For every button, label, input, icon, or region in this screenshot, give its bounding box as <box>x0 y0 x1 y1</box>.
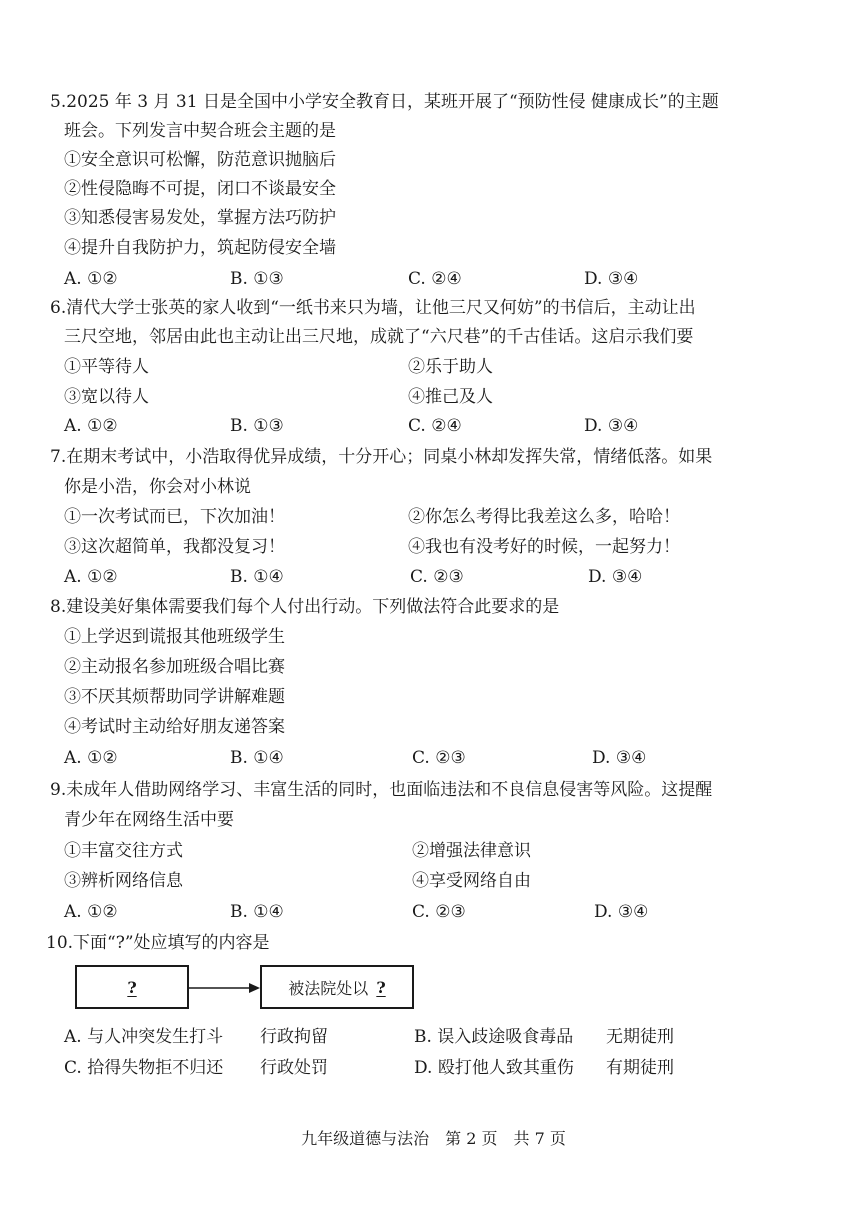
q5-option-d: D. ③④ <box>584 269 639 289</box>
q6-statement-3: ③宽以待人 <box>64 387 149 407</box>
q9-option-c: C. ②③ <box>412 902 466 922</box>
q5-statement-2: ②性侵隐晦不可提，闭口不谈最安全 <box>64 179 336 199</box>
arrow-icon <box>189 978 261 998</box>
q5-stem-line2: 班会。下列发言中契合班会主题的是 <box>64 121 336 141</box>
q10-box1-mark: ? <box>127 977 137 997</box>
q7-option-c: C. ②③ <box>410 567 464 587</box>
q9-stem-line1: 9.未成年人借助网络学习、丰富生活的同时，也面临违法和不良信息侵害等风险。这提醒 <box>50 780 713 800</box>
q9-statement-2: ②增强法律意识 <box>412 841 531 861</box>
q10-option-b-penalty: 无期徒刑 <box>606 1027 674 1047</box>
q7-stem-line2: 你是小浩，你会对小林说 <box>64 477 251 497</box>
q5-statement-4: ④提升自我防护力，筑起防侵安全墙 <box>64 238 336 258</box>
q6-statement-4: ④推己及人 <box>408 387 493 407</box>
q7-statement-4: ④我也有没考好的时候，一起努力！ <box>408 537 680 557</box>
q10-option-c-text: C. 拾得失物拒不归还 <box>64 1058 224 1078</box>
q6-statement-2: ②乐于助人 <box>408 357 493 377</box>
q10-option-c-penalty: 行政处罚 <box>260 1058 328 1078</box>
q5-option-a: A. ①② <box>64 269 118 289</box>
q9-stem-line2: 青少年在网络生活中要 <box>64 810 234 830</box>
q8-statement-2: ②主动报名参加班级合唱比赛 <box>64 657 285 677</box>
q6-option-c: C. ②④ <box>408 416 462 436</box>
q10-box2-mark: ? <box>376 977 386 997</box>
q6-option-b: B. ①③ <box>230 416 284 436</box>
q10-option-a-text: A. 与人冲突发生打斗 <box>64 1027 224 1047</box>
q5-statement-3: ③知悉侵害易发处，掌握方法巧防护 <box>64 208 336 228</box>
q9-statement-3: ③辨析网络信息 <box>64 871 183 891</box>
q8-statement-4: ④考试时主动给好朋友递答案 <box>64 717 285 737</box>
q8-stem-line1: 8.建设美好集体需要我们每个人付出行动。下列做法符合此要求的是 <box>50 597 560 617</box>
q6-option-d: D. ③④ <box>584 416 639 436</box>
q6-option-a: A. ①② <box>64 416 118 436</box>
q7-option-d: D. ③④ <box>588 567 643 587</box>
q9-statement-1: ①丰富交往方式 <box>64 841 183 861</box>
q8-option-d: D. ③④ <box>592 748 647 768</box>
q9-option-b: B. ①④ <box>230 902 284 922</box>
q8-option-a: A. ①② <box>64 748 118 768</box>
q10-option-a-penalty: 行政拘留 <box>260 1027 328 1047</box>
q8-statement-1: ①上学迟到谎报其他班级学生 <box>64 627 285 647</box>
q9-statement-4: ④享受网络自由 <box>412 871 531 891</box>
q7-statement-1: ①一次考试而已，下次加油！ <box>64 507 285 527</box>
q8-option-b: B. ①④ <box>230 748 284 768</box>
q7-option-a: A. ①② <box>64 567 118 587</box>
q7-stem-line1: 7.在期末考试中，小浩取得优异成绩，十分开心；同桌小林却发挥失常，情绪低落。如果 <box>50 447 713 467</box>
q10-option-d-text: D. 殴打他人致其重伤 <box>414 1058 574 1078</box>
q8-option-c: C. ②③ <box>412 748 466 768</box>
page-footer: 九年级道德与法治 第 2 页 共 7 页 <box>301 1129 566 1148</box>
q6-stem-line1: 6.清代大学士张英的家人收到“一纸书来只为墙，让他三尺又何妨”的书信后，主动让出 <box>50 298 696 318</box>
q5-stem-line1: 5.2025 年 3 月 31 日是全国中小学安全教育日，某班开展了“预防性侵 健康成长”的主题 <box>50 92 719 112</box>
q10-option-b-text: B. 误入歧途吸食毒品 <box>414 1027 574 1047</box>
q5-statement-1: ①安全意识可松懈，防范意识抛脑后 <box>64 150 336 170</box>
q6-stem-line2: 三尺空地，邻居由此也主动让出三尺地，成就了“六尺巷”的千古佳话。这启示我们要 <box>64 327 694 347</box>
q6-statement-1: ①平等待人 <box>64 357 149 377</box>
q10-diagram-box-cause <box>75 965 189 1009</box>
q9-option-d: D. ③④ <box>594 902 649 922</box>
q10-stem: 10.下面“?”处应填写的内容是 <box>46 933 270 953</box>
q10-box2-text: 被法院处以 <box>288 978 369 998</box>
q9-option-a: A. ①② <box>64 902 118 922</box>
q8-statement-3: ③不厌其烦帮助同学讲解难题 <box>64 687 285 707</box>
q7-statement-3: ③这次超简单，我都没复习！ <box>64 537 285 557</box>
q5-option-b: B. ①③ <box>230 269 284 289</box>
q10-option-d-penalty: 有期徒刑 <box>606 1058 674 1078</box>
q7-option-b: B. ①④ <box>230 567 284 587</box>
q7-statement-2: ②你怎么考得比我差这么多，哈哈！ <box>408 507 680 527</box>
q10-diagram-box-result <box>260 965 414 1009</box>
q5-option-c: C. ②④ <box>408 269 462 289</box>
